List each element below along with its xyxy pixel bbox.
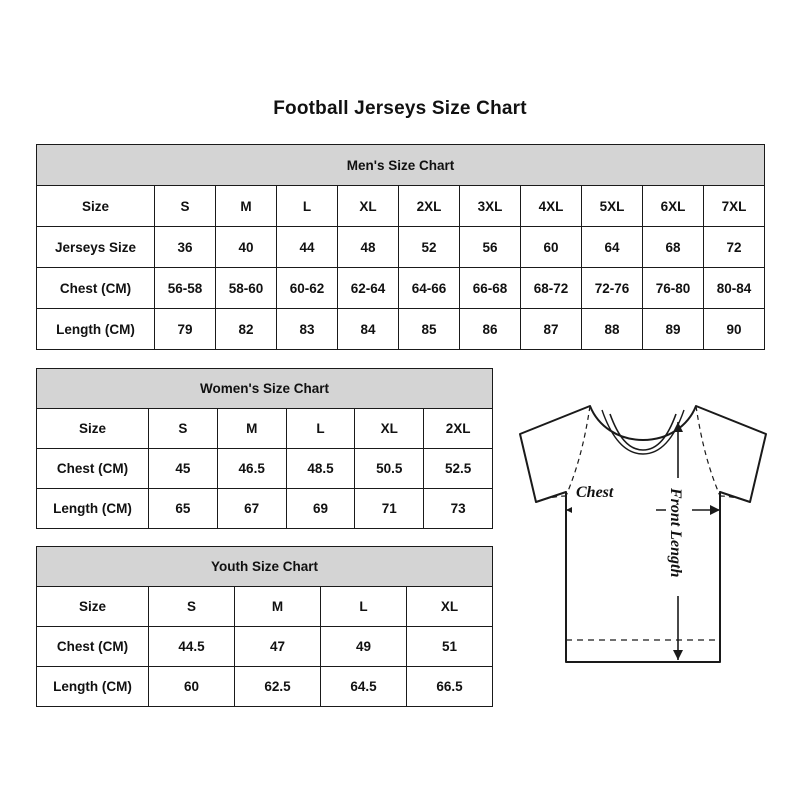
table-cell: 52 (399, 227, 460, 268)
table-cell: M (217, 409, 286, 449)
table-cell: 44 (277, 227, 338, 268)
table-cell: L (277, 186, 338, 227)
row-label: Jerseys Size (37, 227, 155, 268)
table-cell: 56 (460, 227, 521, 268)
table-cell: L (321, 587, 407, 627)
table-cell: XL (407, 587, 493, 627)
table-cell: 51 (407, 627, 493, 667)
table-cell: 89 (643, 309, 704, 350)
table-cell: 72-76 (582, 268, 643, 309)
row-label: Chest (CM) (37, 627, 149, 667)
table-cell: 2XL (424, 409, 493, 449)
table-cell: 82 (216, 309, 277, 350)
table-cell: 48.5 (286, 449, 355, 489)
jersey-measurement-diagram (498, 392, 788, 692)
table-cell: 72 (704, 227, 765, 268)
table-cell: 45 (149, 449, 218, 489)
row-label: Size (37, 409, 149, 449)
mens-size-chart-table (36, 144, 765, 350)
table-cell: 46.5 (217, 449, 286, 489)
table-row (37, 409, 493, 449)
table-cell: 40 (216, 227, 277, 268)
table-cell: 84 (338, 309, 399, 350)
table-cell: 64 (582, 227, 643, 268)
row-label: Length (CM) (37, 489, 149, 529)
table-cell: 67 (217, 489, 286, 529)
table-cell: 85 (399, 309, 460, 350)
table-cell: XL (355, 409, 424, 449)
table-cell: 5XL (582, 186, 643, 227)
table-cell: 62.5 (235, 667, 321, 707)
page-title: Football Jerseys Size Chart (273, 98, 527, 119)
table-row (37, 186, 765, 227)
table-cell: 88 (582, 309, 643, 350)
table-cell: 86 (460, 309, 521, 350)
table-cell: 71 (355, 489, 424, 529)
table-cell: 66.5 (407, 667, 493, 707)
table-cell: 83 (277, 309, 338, 350)
jersey-outline-icon (498, 392, 788, 692)
table-cell: 2XL (399, 186, 460, 227)
youth-size-chart-table (36, 546, 493, 707)
table-row (37, 489, 493, 529)
table-cell: 56-58 (155, 268, 216, 309)
table-cell: 47 (235, 627, 321, 667)
row-label: Size (37, 587, 149, 627)
table-cell: 50.5 (355, 449, 424, 489)
table-row (37, 309, 765, 350)
table-cell: S (149, 409, 218, 449)
youth-table-title-row (37, 547, 493, 587)
table-cell: M (216, 186, 277, 227)
table-cell: 6XL (643, 186, 704, 227)
table-cell: S (155, 186, 216, 227)
table-cell: XL (338, 186, 399, 227)
mens-table-title: Men's Size Chart (37, 145, 765, 186)
table-cell: 62-64 (338, 268, 399, 309)
row-label: Length (CM) (37, 667, 149, 707)
womens-table-title: Women's Size Chart (37, 369, 493, 409)
table-cell: 66-68 (460, 268, 521, 309)
table-cell: 60-62 (277, 268, 338, 309)
table-row (37, 449, 493, 489)
table-cell: 52.5 (424, 449, 493, 489)
youth-table-title: Youth Size Chart (37, 547, 493, 587)
table-cell: 36 (155, 227, 216, 268)
table-cell: 68 (643, 227, 704, 268)
womens-size-chart-table (36, 368, 493, 529)
table-cell: 73 (424, 489, 493, 529)
table-cell: 69 (286, 489, 355, 529)
table-cell: 64-66 (399, 268, 460, 309)
table-cell: 64.5 (321, 667, 407, 707)
womens-table-title-row (37, 369, 493, 409)
table-cell: 90 (704, 309, 765, 350)
table-cell: L (286, 409, 355, 449)
table-cell: S (149, 587, 235, 627)
table-cell: 60 (149, 667, 235, 707)
row-label: Chest (CM) (37, 449, 149, 489)
front-length-measurement-label: Front Length (667, 488, 684, 578)
table-cell: M (235, 587, 321, 627)
row-label: Length (CM) (37, 309, 155, 350)
table-cell: 58-60 (216, 268, 277, 309)
table-row (37, 268, 765, 309)
mens-table-title-row (37, 145, 765, 186)
table-row (37, 667, 493, 707)
table-cell: 65 (149, 489, 218, 529)
table-cell: 68-72 (521, 268, 582, 309)
row-label: Size (37, 186, 155, 227)
table-row (37, 227, 765, 268)
table-cell: 44.5 (149, 627, 235, 667)
table-cell: 4XL (521, 186, 582, 227)
row-label: Chest (CM) (37, 268, 155, 309)
table-cell: 60 (521, 227, 582, 268)
table-cell: 76-80 (643, 268, 704, 309)
table-cell: 49 (321, 627, 407, 667)
table-cell: 80-84 (704, 268, 765, 309)
table-row (37, 627, 493, 667)
table-row (37, 587, 493, 627)
table-cell: 79 (155, 309, 216, 350)
table-cell: 87 (521, 309, 582, 350)
chest-measurement-label: Chest (576, 484, 614, 501)
table-cell: 3XL (460, 186, 521, 227)
table-cell: 7XL (704, 186, 765, 227)
table-cell: 48 (338, 227, 399, 268)
